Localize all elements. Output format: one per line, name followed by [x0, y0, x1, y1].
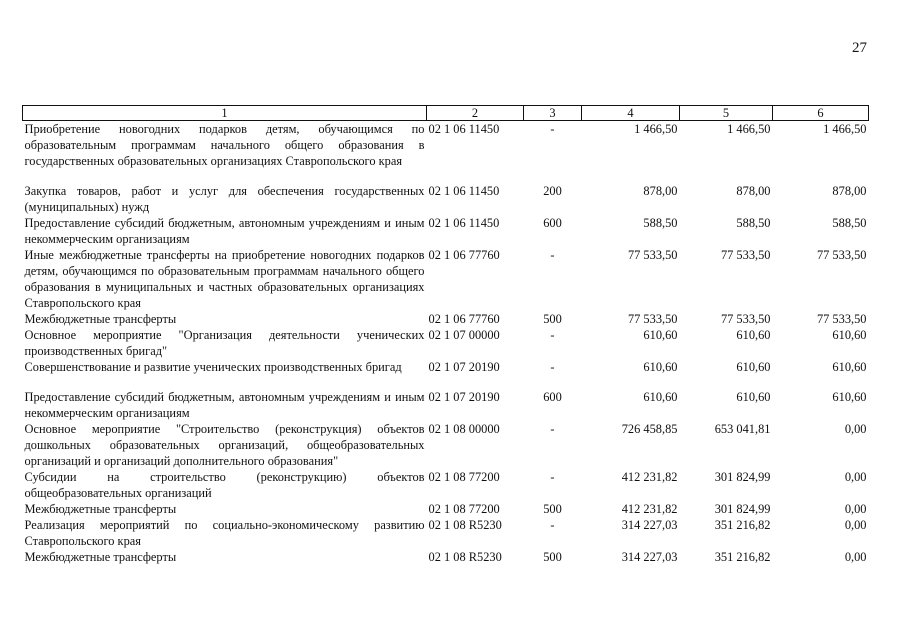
- row-name: Межбюджетные трансферты: [24, 550, 177, 564]
- table-row: [23, 359, 869, 389]
- row-value-1: 314 227,03: [621, 550, 678, 564]
- table-row: [23, 327, 869, 359]
- row-name: Реализация мероприятий по социально-экономическому развитию Ставропольского края: [24, 518, 425, 548]
- row-code: 02 1 07 00000: [428, 328, 500, 342]
- row-value-3: 1 466,50: [823, 122, 867, 136]
- row-value-3: 0,00: [844, 422, 867, 436]
- row-value-2: 77 533,50: [720, 248, 771, 262]
- header-row: [23, 106, 869, 121]
- row-name: Предоставление субсидий бюджетным, автономным учреждениям и иным некоммерческим организациям: [24, 390, 425, 420]
- row-code: 02 1 06 11450: [428, 216, 500, 230]
- row-value-2: 588,50: [736, 216, 771, 230]
- row-value-2: 653 041,81: [714, 422, 771, 436]
- row-code: 02 1 08 R5230: [428, 518, 502, 532]
- row-value-3: 0,00: [844, 470, 867, 484]
- row-value-1: 314 227,03: [621, 518, 678, 532]
- row-value-1: 610,60: [643, 328, 678, 342]
- table-row: [23, 389, 869, 421]
- row-value-2: 1 466,50: [727, 122, 771, 136]
- row-name: Субсидии на строительство (реконструкцию) объектов общеобразовательных организаций: [24, 470, 425, 500]
- row-value-1: 412 231,82: [621, 470, 678, 484]
- row-group: -: [550, 518, 555, 532]
- row-value-3: 878,00: [832, 184, 867, 198]
- row-value-3: 77 533,50: [816, 248, 867, 262]
- row-value-3: 0,00: [844, 550, 867, 564]
- row-value-1: 878,00: [643, 184, 678, 198]
- row-value-2: 301 824,99: [714, 470, 771, 484]
- table-row: [23, 501, 869, 517]
- row-code: 02 1 06 77760: [428, 312, 500, 326]
- row-value-3: 588,50: [832, 216, 867, 230]
- page-number: 27: [852, 40, 867, 56]
- row-name: Иные межбюджетные трансферты на приобретение новогодних подарков детям, обучающимся по образовательным программам начального общего образования в муниципальных и частных образовательных организациях Ставропольского края: [24, 248, 425, 310]
- column-header: 4: [582, 106, 680, 121]
- row-value-1: 610,60: [643, 360, 678, 374]
- table-row: [23, 311, 869, 327]
- row-code: 02 1 07 20190: [428, 360, 500, 374]
- row-name: Закупка товаров, работ и услуг для обеспечения государственных (муниципальных) нужд: [24, 184, 425, 214]
- row-value-3: 610,60: [832, 328, 867, 342]
- table-row: [23, 183, 869, 215]
- row-value-2: 610,60: [736, 390, 771, 404]
- row-code: 02 1 06 77760: [428, 248, 500, 262]
- row-value-3: 0,00: [844, 502, 867, 516]
- budget-table: [22, 105, 869, 565]
- column-header: 2: [427, 106, 524, 121]
- row-group: 600: [543, 216, 562, 230]
- row-code: 02 1 08 77200: [428, 502, 500, 516]
- row-group: -: [550, 328, 555, 342]
- row-name: Приобретение новогодних подарков детям, обучающимся по образовательным программам начального общего образования в государственных образовательных организациях Ставропольского края: [24, 122, 425, 168]
- row-name: Предоставление субсидий бюджетным, автономным учреждениям и иным некоммерческим организациям: [24, 216, 425, 246]
- row-value-1: 77 533,50: [627, 248, 678, 262]
- table-row: [23, 247, 869, 311]
- row-code: 02 1 08 R5230: [428, 550, 502, 564]
- row-value-1: 726 458,85: [621, 422, 678, 436]
- row-name: Совершенствование и развитие ученических производственных бригад: [24, 360, 402, 374]
- row-value-1: 610,60: [643, 390, 678, 404]
- row-value-2: 351 216,82: [714, 550, 771, 564]
- row-group: 200: [543, 184, 562, 198]
- column-header: 1: [23, 106, 427, 121]
- table-row: [23, 121, 869, 184]
- row-value-3: 0,00: [844, 518, 867, 532]
- row-code: 02 1 08 77200: [428, 470, 500, 484]
- row-value-2: 878,00: [736, 184, 771, 198]
- table-row: [23, 517, 869, 549]
- row-value-3: 610,60: [832, 360, 867, 374]
- row-name: Межбюджетные трансферты: [24, 502, 177, 516]
- row-group: 500: [543, 550, 562, 564]
- row-value-2: 610,60: [736, 328, 771, 342]
- row-name: Межбюджетные трансферты: [24, 312, 177, 326]
- row-group: -: [550, 422, 555, 436]
- table-row: [23, 549, 869, 565]
- row-value-1: 77 533,50: [627, 312, 678, 326]
- row-value-3: 610,60: [832, 390, 867, 404]
- row-value-1: 412 231,82: [621, 502, 678, 516]
- row-group: -: [550, 360, 555, 374]
- row-name: Основное мероприятие "Организация деятельности ученических производственных бригад": [24, 328, 425, 358]
- row-group: -: [550, 248, 555, 262]
- column-header: 6: [773, 106, 869, 121]
- row-value-2: 610,60: [736, 360, 771, 374]
- column-header: 3: [524, 106, 582, 121]
- row-value-1: 588,50: [643, 216, 678, 230]
- row-name: Основное мероприятие "Строительство (реконструкция) объектов дошкольных образовательных организаций, общеобразовательных организаций и организаций дополнительного образования": [24, 422, 425, 468]
- row-code: 02 1 08 00000: [428, 422, 500, 436]
- row-code: 02 1 07 20190: [428, 390, 500, 404]
- table-row: [23, 421, 869, 469]
- row-value-2: 351 216,82: [714, 518, 771, 532]
- table-row: [23, 469, 869, 501]
- row-code: 02 1 06 11450: [428, 122, 500, 136]
- row-value-3: 77 533,50: [816, 312, 867, 326]
- row-value-1: 1 466,50: [634, 122, 678, 136]
- row-group: 500: [543, 502, 562, 516]
- table-row: [23, 215, 869, 247]
- row-group: -: [550, 470, 555, 484]
- column-header: 5: [680, 106, 773, 121]
- row-group: 600: [543, 390, 562, 404]
- row-group: 500: [543, 312, 562, 326]
- row-group: -: [550, 122, 555, 136]
- row-value-2: 301 824,99: [714, 502, 771, 516]
- row-code: 02 1 06 11450: [428, 184, 500, 198]
- row-value-2: 77 533,50: [720, 312, 771, 326]
